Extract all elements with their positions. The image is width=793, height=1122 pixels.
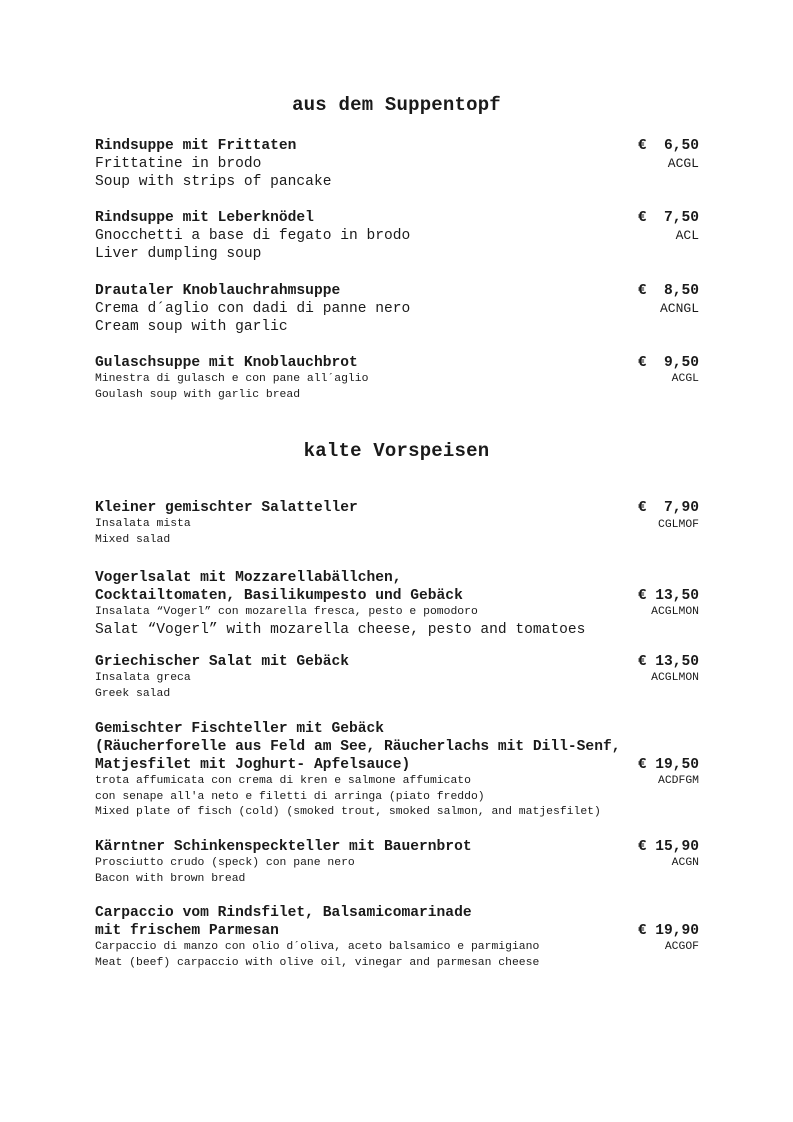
menu-item-gulaschsuppe — [95, 354, 705, 403]
item-desc-en: Cream soup with garlic — [95, 319, 288, 335]
section-title-soups: aus dem Suppentopf — [292, 94, 501, 116]
item-name: Griechischer Salat mit Gebäck — [95, 654, 349, 670]
item-name: Rindsuppe mit Frittaten — [95, 138, 297, 154]
menu-item-rindsuppe-leberknoedel — [95, 209, 705, 263]
item-name-line-2: mit frischem Parmesan — [95, 923, 279, 939]
section-title-cold-starters: kalte Vorspeisen — [303, 440, 490, 462]
item-name: Rindsuppe mit Leberknödel — [95, 210, 314, 226]
item-desc-it: Minestra di gulasch e con pane all´aglio — [95, 373, 369, 385]
item-desc-it: Crema d´aglio con dadi di panne nero — [95, 301, 411, 317]
item-allergens: ACGLMON — [651, 606, 699, 618]
item-allergens: ACGLMON — [651, 672, 699, 684]
item-desc-en: Greek salad — [95, 687, 171, 700]
item-desc-it: Frittatine in brodo — [95, 156, 262, 172]
menu-item-vogerlsalat — [95, 569, 705, 639]
menu-item-carpaccio — [95, 904, 705, 971]
item-name-line-1: Carpaccio vom Rindsfilet, Balsamicomarinade — [95, 905, 472, 921]
menu-item-fischteller — [95, 720, 705, 821]
menu-item-knoblauchrahmsuppe — [95, 282, 705, 336]
item-price: € 13,50 — [637, 588, 699, 604]
item-name-line-1: Vogerlsalat mit Mozzarellabällchen, — [95, 570, 402, 586]
item-desc-it: Insalata greca — [95, 672, 191, 684]
item-allergens: ACDFGM — [657, 775, 699, 787]
item-price: € 7,50 — [637, 210, 699, 226]
item-name-line-3: Matjesfilet mit Joghurt- Apfelsauce) — [95, 757, 411, 773]
menu-item-salatteller — [95, 499, 705, 548]
item-allergens: ACGOF — [664, 941, 699, 953]
item-desc-it: Gnocchetti a base di fegato in brodo — [95, 228, 411, 244]
menu-item-schinkenspeckteller — [95, 838, 705, 887]
item-desc-en: Mixed salad — [95, 533, 171, 546]
item-desc-en: Soup with strips of pancake — [95, 174, 332, 190]
item-price: € 19,50 — [637, 757, 699, 773]
item-desc-it: Prosciutto crudo (speck) con pane nero — [95, 857, 355, 869]
item-allergens: ACGL — [671, 373, 699, 385]
item-price: € 19,90 — [637, 923, 699, 939]
item-name: Kleiner gemischter Salatteller — [95, 500, 358, 516]
item-allergens: ACNGL — [659, 301, 699, 316]
menu-item-rindsuppe-frittaten — [95, 137, 705, 191]
item-name: Gulaschsuppe mit Knoblauchbrot — [95, 355, 358, 371]
item-desc-it-1: trota affumicata con crema di kren e salmone affumicato — [95, 775, 471, 787]
item-desc-en: Mixed plate of fisch (cold) (smoked trout, smoked salmon, and matjesfilet) — [95, 806, 601, 818]
item-price: € 7,90 — [637, 500, 699, 516]
item-name-line-2: (Räucherforelle aus Feld am See, Räucherlachs mit Dill-Senf, — [95, 739, 621, 755]
item-price: € 6,50 — [637, 138, 699, 154]
item-allergens: ACL — [675, 228, 699, 243]
item-name-line-2: Cocktailtomaten, Basilikumpesto und Gebäck — [95, 588, 463, 604]
item-desc-en: Salat “Vogerl” with mozarella cheese, pesto and tomatoes — [95, 621, 586, 638]
item-allergens: ACGL — [667, 156, 699, 171]
item-desc-en: Meat (beef) carpaccio with olive oil, vinegar and parmesan cheese — [95, 956, 540, 969]
item-desc-it: Insalata “Vogerl” con mozarella fresca, pesto e pomodoro — [95, 606, 478, 618]
item-desc-en: Liver dumpling soup — [95, 246, 262, 262]
item-desc-it: Insalata mista — [95, 518, 191, 530]
item-allergens: ACGN — [671, 857, 699, 869]
item-name: Kärntner Schinkenspeckteller mit Bauernbrot — [95, 839, 472, 855]
item-name: Drautaler Knoblauchrahmsuppe — [95, 283, 341, 299]
menu-item-griechischer-salat — [95, 653, 705, 702]
item-allergens: CGLMOF — [657, 519, 699, 531]
item-price: € 8,50 — [637, 283, 699, 299]
item-desc-en: Bacon with brown bread — [95, 872, 246, 885]
item-name-line-1: Gemischter Fischteller mit Gebäck — [95, 721, 385, 737]
item-price: € 9,50 — [637, 355, 699, 371]
item-price: € 15,90 — [637, 839, 699, 855]
item-price: € 13,50 — [637, 654, 699, 670]
item-desc-it: Carpaccio di manzo con olio d´oliva, aceto balsamico e parmigiano — [95, 941, 540, 953]
item-desc-it-2: con senape all'a neto e filetti di arringa (piato freddo) — [95, 790, 485, 803]
item-desc-en: Goulash soup with garlic bread — [95, 388, 301, 401]
